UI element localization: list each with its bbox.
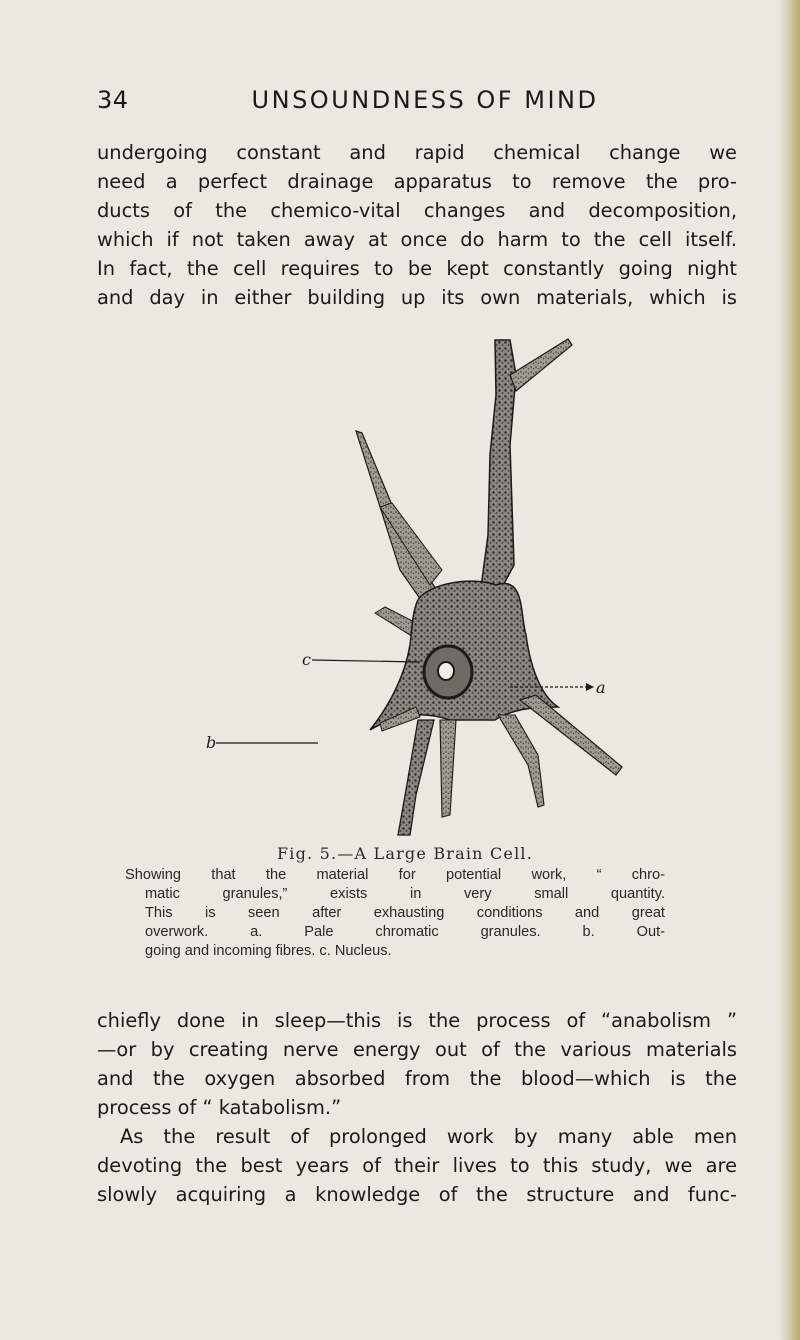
caption-line: Showing that the material for potential work, “ chro- bbox=[125, 867, 665, 883]
paragraph-3 bbox=[97, 1122, 737, 1209]
brain-cell-illustration bbox=[180, 335, 650, 845]
text-line: ducts of the chemico-vital changes and decomposition, bbox=[97, 199, 737, 222]
text-line: which if not taken away at once do harm to the cell itself. bbox=[97, 228, 737, 251]
brain-cell-figure bbox=[180, 335, 650, 845]
nucleolus bbox=[438, 662, 454, 680]
text-line: —or by creating nerve energy out of the various materials bbox=[97, 1038, 737, 1061]
text-line: undergoing constant and rapid chemical change we bbox=[97, 141, 737, 164]
text-line: need a perfect drainage apparatus to remove the pro- bbox=[97, 170, 737, 193]
label-c: c bbox=[302, 650, 311, 669]
label-a: a bbox=[596, 678, 606, 697]
label-b: b bbox=[206, 733, 217, 752]
axon bbox=[398, 720, 434, 835]
page-header bbox=[97, 86, 737, 122]
page-number: 34 bbox=[97, 86, 129, 114]
dendrite-branch bbox=[510, 339, 572, 391]
text-line: and the oxygen absorbed from the blood—which is the bbox=[97, 1067, 737, 1090]
process-bottom-center bbox=[440, 720, 456, 817]
text-line: slowly acquiring a knowledge of the structure and func- bbox=[97, 1183, 737, 1206]
paragraph-2 bbox=[97, 1006, 737, 1122]
figure-caption bbox=[125, 842, 665, 961]
text-line: chiefly done in sleep—this is the process of “anabolism ” bbox=[97, 1009, 737, 1032]
paragraph-1 bbox=[97, 138, 737, 312]
caption-line: overwork. a. Pale chromatic granules. b. Out- bbox=[145, 924, 665, 940]
caption-title: Fig. 5.—A Large Brain Cell. bbox=[276, 844, 534, 863]
arrowhead-a bbox=[586, 683, 594, 691]
text-line: and day in either building up its own materials, which is bbox=[97, 286, 737, 309]
caption-line: going and incoming fibres. c. Nucleus. bbox=[145, 943, 392, 959]
running-head: UNSOUNDNESS OF MIND bbox=[251, 86, 599, 114]
text-line: As the result of prolonged work by many able men bbox=[120, 1125, 737, 1148]
caption-line: This is seen after exhausting conditions and great bbox=[145, 905, 665, 921]
caption-line: matic granules,” exists in very small quantity. bbox=[145, 886, 665, 902]
text-line: process of “ katabolism.” bbox=[97, 1096, 342, 1119]
text-line: devoting the best years of their lives to this study, we are bbox=[97, 1154, 737, 1177]
text-line: In fact, the cell requires to be kept constantly going night bbox=[97, 257, 737, 280]
page-edge bbox=[778, 0, 800, 1340]
process-bottom-right bbox=[498, 715, 544, 807]
leader-c bbox=[312, 660, 420, 662]
